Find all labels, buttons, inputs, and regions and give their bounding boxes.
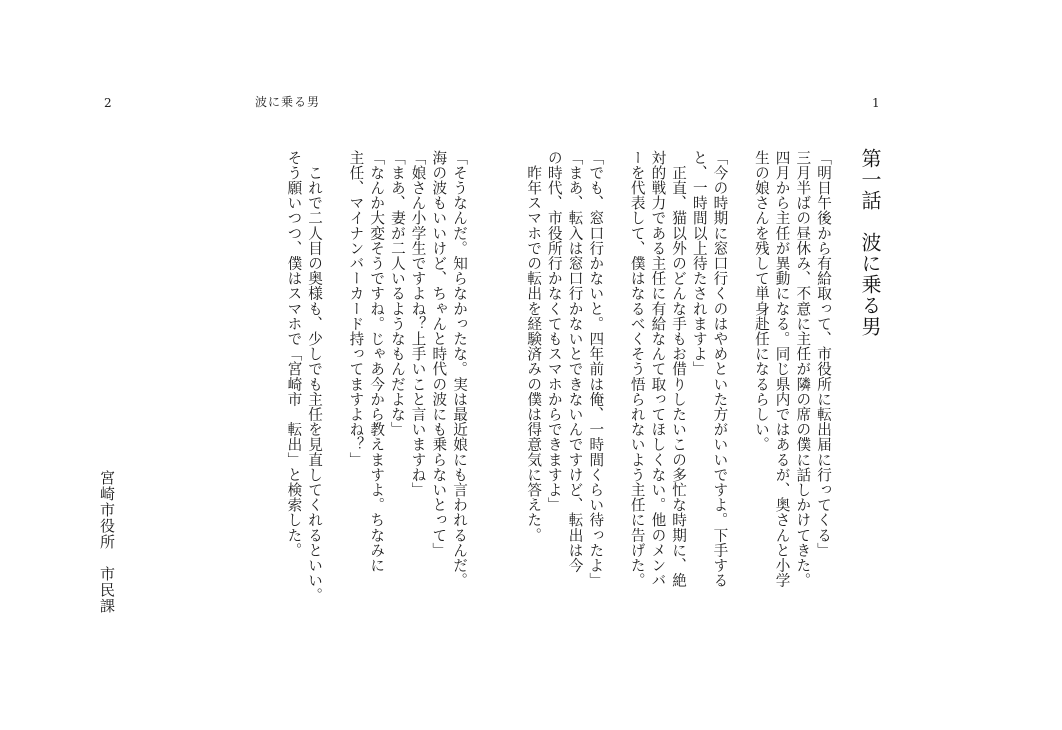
text-line: 「まあ、転入は窓口行かないとできないんですけど、転出は今 (566, 150, 584, 573)
text-line: 「明日午後から有給取って、市役所に転出届に行ってくる」 (815, 150, 832, 558)
text-line: 昨年スマホでの転出を経験済みの僕は得意気に答えた。 (525, 150, 543, 543)
blank-line (729, 150, 750, 588)
text-line: の時代、市役所行かなくてもスマホからできますよ」 (545, 150, 563, 513)
text-line: 正直、猫以外のどんな手もお借りしたいこの多忙な時期に、絶 (670, 150, 688, 588)
text-line: 主任、マイナンバーカード持ってますよね？」 (347, 150, 365, 468)
text-line: 「娘さん小学生ですよね？上手いこと言いますね」 (409, 150, 427, 498)
left-page-number: 2 (104, 96, 112, 110)
text-line: 「なんか大変そうですね。じゃあ今から教えますよ。ちなみに (368, 150, 386, 573)
text-line: 「まあ、妻が二人いるようなもんだよな」 (388, 150, 406, 437)
text-line: 生の娘さんを残して単身赴任になるらしい。 (752, 150, 770, 452)
running-title: 波に乗る男 (255, 95, 321, 109)
right-page-body (522, 150, 833, 588)
author-organization: 宮崎市役所 市民課 (98, 470, 116, 614)
text-line: 四月から主任が異動になる。同じ県内ではあるが、奥さんと小学 (773, 150, 791, 588)
text-line: 「でも、窓口行かないと。四年前は俺、一時間くらい待ったよ」 (587, 150, 605, 588)
text-line: ーを代表して、僕はなるべくそう悟られないよう主任に告げた。 (628, 150, 646, 588)
text-line: 「今の時期に窓口行くのはやめといた方がいいですよ。下手する (711, 150, 729, 588)
text-line: これで二人目の奥様も、少しでも主任を見直してくれるといい。 (306, 150, 324, 603)
text-line: 対的戦力である主任に有給なんて取ってほしくない。他のメンバ (649, 150, 667, 588)
text-line: 海の波もいいけど、ちゃんと時代の波にも乗らないとって」 (430, 150, 448, 558)
blank-line (605, 150, 626, 588)
blank-line (324, 150, 345, 603)
text-line: 三月半ばの昼休み、不意に主任が隣の席の僕に話しかけてきた。 (794, 150, 812, 588)
text-line: と、一時間以上待たされますよ」 (690, 150, 708, 377)
text-line: 「そうなんだ。知らなかったな。実は最近娘にも言われるんだ。 (451, 150, 468, 588)
text-line: そう願いつつ、僕はスマホで「宮崎市 転出」と検索した。 (285, 150, 303, 558)
chapter-title: 第一話 波に乗る男 (858, 148, 882, 337)
left-page-body (283, 150, 469, 603)
right-page-number: 1 (872, 96, 880, 110)
